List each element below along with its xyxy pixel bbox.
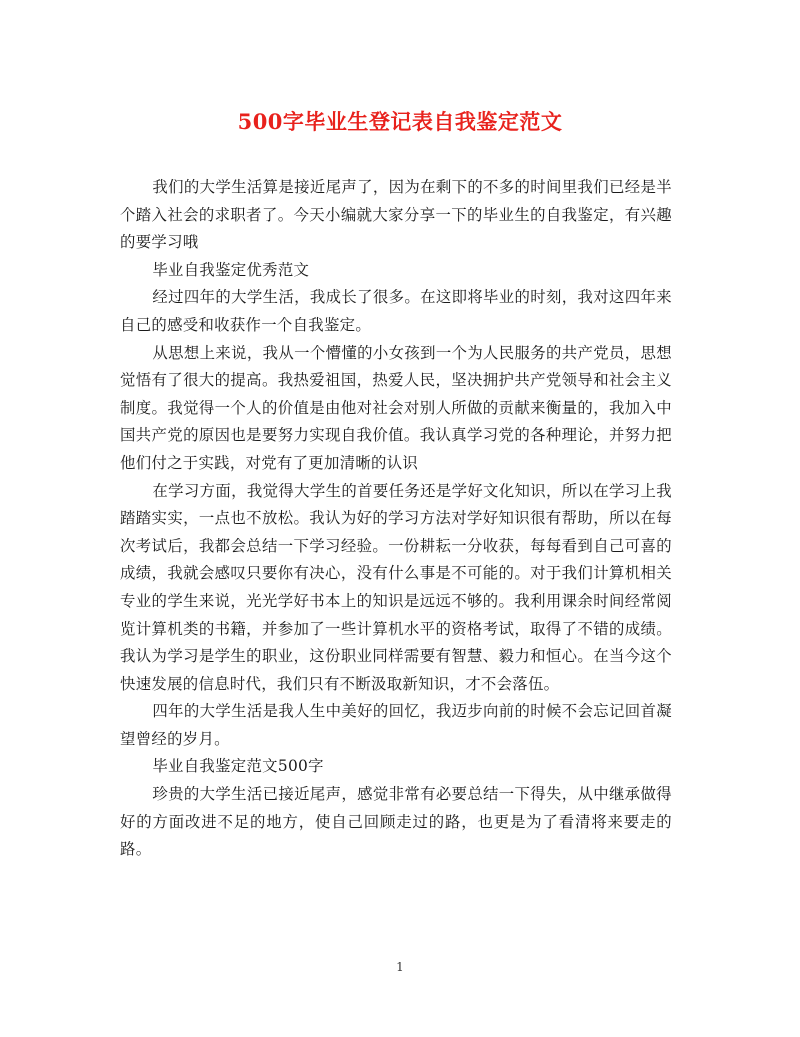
document-title: 500字毕业生登记表自我鉴定范文 [237, 109, 563, 134]
body-paragraph: 四年的大学生活是我人生中美好的回忆，我迈步向前的时候不会忘记回首凝望曾经的岁月。 [120, 702, 672, 748]
section-heading-excellent-sample: 毕业自我鉴定优秀范文 [152, 260, 310, 279]
intro-paragraph: 我们的大学生活算是接近尾声了，因为在剩下的不多的时间里我们已经是半个踏入社会的求职者了。今天小编就大家分享一下的毕业生的自我鉴定，有兴趣的要学习哦 [120, 178, 672, 252]
body-paragraph: 珍贵的大学生活已接近尾声，感觉非常有必要总结一下得失，从中继承做得好的方面改进不足的地方，使自己回顾走过的路，也更是为了看清将来要走的路。 [120, 785, 672, 859]
body-paragraph: 从思想上来说，我从一个懵懂的小女孩到一个为人民服务的共产党员，思想觉悟有了很大的提高。我热爱祖国，热爱人民，坚决拥护共产党领导和社会主义制度。我觉得一个人的价值是由他对社会对别人所做的贡献来衡量的，我加入中国共产党的原因也是要努力实现自我价值。我认真学习党的各种理论，并努力把他们付之于实践，对党有了更加清晰的认识 [120, 343, 672, 472]
page-number: 1 [396, 960, 404, 974]
body-paragraph: 在学习方面，我觉得大学生的首要任务还是学好文化知识，所以在学习上我踏踏实实，一点也不放松。我认为好的学习方法对学好知识很有帮助，所以在每次考试后，我都会总结一下学习经验。一份耕耘一分收获，每每看到自己可喜的成绩，我就会感叹只要你有决心，没有什么事是不可能的。对于我们计算机相关专业的学生来说，光光学好书本上的知识是远远不够的。我利用课余时间经常阅览计算机类的书籍，并参加了一些计算机水平的资格考试，取得了不错的成绩。我认为学习是学生的职业，这份职业同样需要有智慧、毅力和恒心。在当今这个快速发展的信息时代，我们只有不断汲取新知识，才不会落伍。 [120, 481, 672, 693]
body-paragraph: 经过四年的大学生活，我成长了很多。在这即将毕业的时刻，我对这四年来自己的感受和收获作一个自我鉴定。 [120, 288, 672, 334]
document-body [120, 174, 672, 864]
section-heading-500-words: 毕业自我鉴定范文500字 [152, 757, 324, 776]
